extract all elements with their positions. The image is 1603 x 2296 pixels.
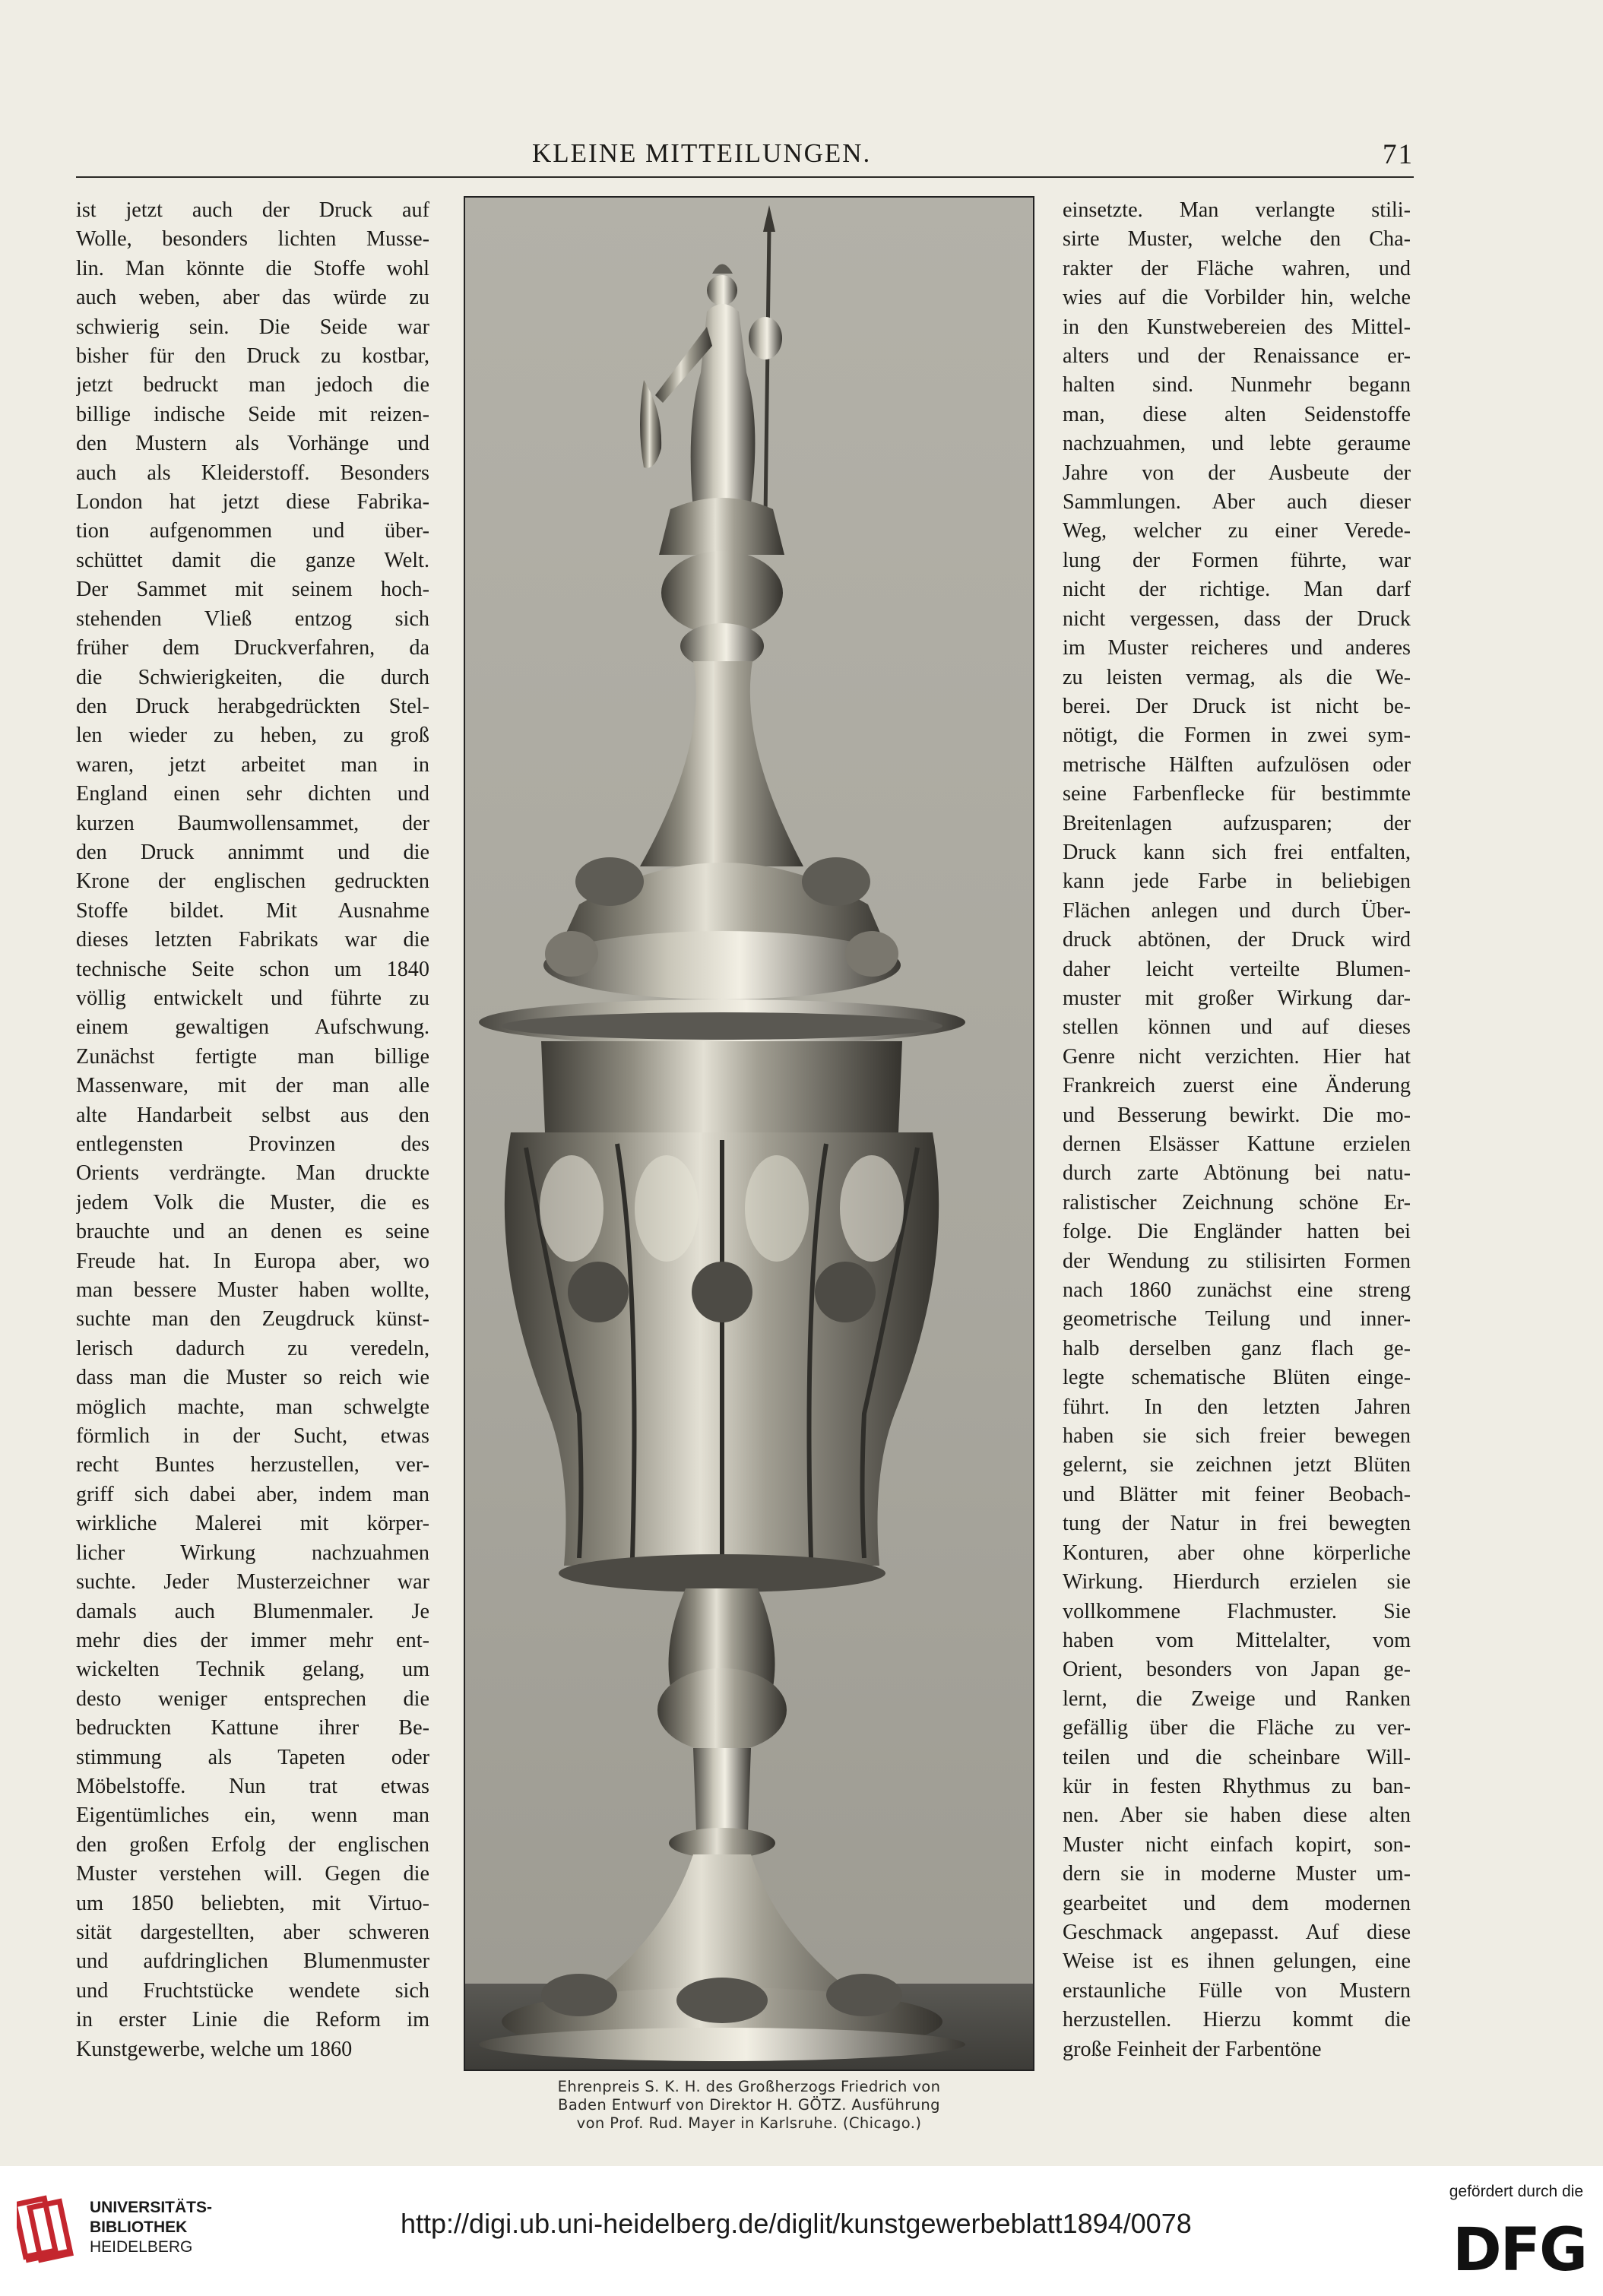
text-line: recht Buntes herzustellen, ver-: [76, 1453, 429, 1477]
text-line: auch als Kleiderstoff. Besonders: [76, 461, 429, 485]
text-line: daher leicht verteilte Blumen-: [1063, 957, 1411, 981]
text-line: wickelten Technik gelang, um: [76, 1658, 429, 1682]
right-text-column: [1063, 196, 1411, 2064]
text-line: Krone der englischen gedruckten: [76, 869, 429, 894]
text-line: früher dem Druckverfahren, da: [76, 636, 429, 660]
text-line: Zunächst fertigte man billige: [76, 1044, 429, 1069]
text-line: Geschmack angepasst. Auf diese: [1063, 1920, 1411, 1944]
text-line: den Mustern als Vorhänge und: [76, 432, 429, 456]
text-line: len wieder zu heben, zu groß: [76, 724, 429, 748]
text-line: Orients verdrängte. Man druckte: [76, 1161, 429, 1186]
text-line: völlig entwickelt und führte zu: [76, 986, 429, 1010]
text-line: die Schwierigkeiten, die durch: [76, 665, 429, 689]
text-line: Flächen anlegen und durch Über-: [1063, 898, 1411, 923]
text-line: auch weben, aber das würde zu: [76, 286, 429, 310]
text-line: jetzt bedruckt man jedoch die: [76, 373, 429, 397]
text-line: bedruckten Kattune ihrer Be-: [76, 1716, 429, 1740]
text-line: nicht vergessen, dass der Druck: [1063, 606, 1411, 631]
dfg-logo: DFG: [1452, 2216, 1586, 2285]
text-line: den Druck herabgedrückten Stel-: [76, 694, 429, 718]
text-line: jedem Volk die Muster, die es: [76, 1190, 429, 1215]
caption-line: Baden Entwurf von Direktor H. GÖTZ. Ausführung: [558, 2096, 940, 2114]
caption-line: Ehrenpreis S. K. H. des Großherzogs Friedrich von: [557, 2078, 941, 2095]
text-line: ralistischer Zeichnung schöne Er-: [1063, 1190, 1411, 1215]
text-line: druck abtönen, der Druck wird: [1063, 928, 1411, 952]
text-line: waren, jetzt arbeitet man in: [76, 752, 429, 777]
text-line: um 1850 beliebten, mit Virtuo-: [76, 1891, 429, 1915]
text-line: einem gewaltigen Aufschwung.: [76, 1015, 429, 1040]
text-line: ist jetzt auch der Druck auf: [76, 198, 429, 222]
text-line: kurzen Baumwollensammet, der: [76, 811, 429, 835]
text-line: seine Farbenflecke für bestimmte: [1063, 782, 1411, 806]
text-line: den Druck annimmt und die: [76, 840, 429, 864]
text-line: lerisch dadurch zu veredeln,: [76, 1336, 429, 1360]
text-line: führt. In den letzten Jahren: [1063, 1395, 1411, 1419]
digitization-footer: [0, 2166, 1603, 2296]
text-line: muster mit großer Wirkung dar-: [1063, 986, 1411, 1010]
covered-goblet-illustration: [465, 198, 1034, 2071]
text-line: billige indische Seide mit reizen-: [76, 402, 429, 426]
text-line: lin. Man könnte die Stoffe wohl: [76, 256, 429, 280]
text-line: gearbeitet und dem modernen: [1063, 1891, 1411, 1915]
text-line: und aufdringlichen Blumenmuster: [76, 1949, 429, 1974]
figure-caption: [464, 2078, 1034, 2133]
text-line: erstaunliche Fülle von Mustern: [1063, 1978, 1411, 2003]
text-line: der Wendung zu stilisirten Formen: [1063, 1249, 1411, 1273]
text-line: schwierig sein. Die Seide war: [76, 315, 429, 339]
text-line: Weg, welcher zu einer Verede-: [1063, 519, 1411, 543]
permalink-url[interactable]: http://digi.ub.uni-heidelberg.de/diglit/kunstgewerbeblatt1894/0078: [401, 2208, 1192, 2239]
text-line: den großen Erfolg der englischen: [76, 1832, 429, 1857]
text-line: und Blätter mit feiner Beobach-: [1063, 1482, 1411, 1506]
text-line: Wolle, besonders lichten Musse-: [76, 227, 429, 252]
text-line: wirkliche Malerei mit körper-: [76, 1512, 429, 1536]
library-name: [90, 2198, 212, 2257]
text-line: entlegensten Provinzen des: [76, 1132, 429, 1156]
text-line: wies auf die Vorbilder hin, welche: [1063, 286, 1411, 310]
text-line: gefällig über die Fläche zu ver-: [1063, 1716, 1411, 1740]
text-line: sität dargestellten, aber schweren: [76, 1920, 429, 1944]
text-line: möglich machte, man schwelgte: [76, 1395, 429, 1419]
text-line: tion aufgenommen und über-: [76, 519, 429, 543]
text-line: legte schematische Blüten einge-: [1063, 1366, 1411, 1390]
text-line: nen. Aber sie haben diese alten: [1063, 1804, 1411, 1828]
text-line: Muster nicht einfach kopirt, son-: [1063, 1832, 1411, 1857]
text-line: einsetzte. Man verlangte stili-: [1063, 198, 1411, 222]
text-line: nötigt, die Formen in zwei sym-: [1063, 724, 1411, 748]
text-line: teilen und die scheinbare Will-: [1063, 1745, 1411, 1769]
text-line: Weise ist es ihnen gelungen, eine: [1063, 1949, 1411, 1974]
text-line: Wirkung. Hierdurch erzielen sie: [1063, 1570, 1411, 1595]
text-line: technische Seite schon um 1840: [76, 957, 429, 981]
page-number: 71: [1383, 139, 1414, 170]
text-line: England einen sehr dichten und: [76, 782, 429, 806]
text-line: berei. Der Druck ist nicht be-: [1063, 694, 1411, 718]
text-line: im Muster reicheres und anderes: [1063, 636, 1411, 660]
text-line: tung der Natur in frei bewegten: [1063, 1512, 1411, 1536]
text-line: stimmung als Tapeten oder: [76, 1745, 429, 1769]
text-line: große Feinheit der Farbentöne: [1063, 2037, 1322, 2061]
text-line: in den Kunstwebereien des Mittel-: [1063, 315, 1411, 339]
text-line: Breitenlagen aufzusparen; der: [1063, 811, 1411, 835]
text-line: stehenden Vließ entzog sich: [76, 606, 429, 631]
text-line: man bessere Muster haben wollte,: [76, 1278, 429, 1303]
running-title: KLEINE MITTEILUNGEN.: [532, 138, 872, 168]
text-line: Frankreich zuerst eine Änderung: [1063, 1074, 1411, 1098]
text-line: Druck kann sich frei entfalten,: [1063, 840, 1411, 864]
text-line: Freude hat. In Europa aber, wo: [76, 1249, 429, 1273]
text-line: man, diese alten Seidenstoffe: [1063, 402, 1411, 426]
text-line: herzustellen. Hierzu kommt die: [1063, 2008, 1411, 2032]
text-line: lung der Formen führte, war: [1063, 548, 1411, 572]
text-line: alters und der Renaissance er-: [1063, 344, 1411, 369]
text-line: gelernt, sie zeichnen jetzt Blüten: [1063, 1453, 1411, 1477]
text-line: Muster verstehen will. Gegen die: [76, 1862, 429, 1886]
university-library-logo-icon: [17, 2193, 81, 2266]
text-line: suchte man den Zeugdruck künst-: [76, 1307, 429, 1332]
text-line: förmlich in der Sucht, etwas: [76, 1424, 429, 1449]
caption-line: von Prof. Rud. Mayer in Karlsruhe. (Chicago.): [576, 2114, 922, 2132]
text-line: nach 1860 zunächst eine streng: [1063, 1278, 1411, 1303]
text-line: Kunstgewerbe, welche um 1860: [76, 2037, 353, 2061]
text-line: Konturen, aber ohne körperliche: [1063, 1541, 1411, 1565]
text-line: rakter der Fläche wahren, und: [1063, 256, 1411, 280]
text-line: bisher für den Druck zu kostbar,: [76, 344, 429, 369]
text-line: dieses letzten Fabrikats war die: [76, 928, 429, 952]
text-line: durch zarte Abtönung bei natu-: [1063, 1161, 1411, 1186]
text-line: Massenware, mit der man alle: [76, 1074, 429, 1098]
text-line: kann jede Farbe in beliebigen: [1063, 869, 1411, 894]
text-line: dass man die Muster so reich wie: [76, 1366, 429, 1390]
text-line: Orient, besonders von Japan ge-: [1063, 1658, 1411, 1682]
text-line: vollkommene Flachmuster. Sie: [1063, 1599, 1411, 1623]
text-line: haben sie sich freier bewegen: [1063, 1424, 1411, 1449]
text-line: dern sie in moderne Muster um-: [1063, 1862, 1411, 1886]
goblet-photograph: [464, 196, 1034, 2071]
text-line: damals auch Blumenmaler. Je: [76, 1599, 429, 1623]
text-line: licher Wirkung nachzuahmen: [76, 1541, 429, 1565]
text-line: metrische Hälften aufzulösen oder: [1063, 752, 1411, 777]
header-rule: [76, 176, 1414, 178]
text-line: sirte Muster, welche den Cha-: [1063, 227, 1411, 252]
text-line: nicht der richtige. Man darf: [1063, 578, 1411, 602]
text-line: Sammlungen. Aber auch dieser: [1063, 490, 1411, 515]
text-line: haben vom Mittelalter, vom: [1063, 1628, 1411, 1652]
text-line: dernen Elsässer Kattune erzielen: [1063, 1132, 1411, 1156]
text-line: Genre nicht verzichten. Hier hat: [1063, 1044, 1411, 1069]
text-line: suchte. Jeder Musterzeichner war: [76, 1570, 429, 1595]
text-line: und Fruchtstücke wendete sich: [76, 1978, 429, 2003]
text-line: halb derselben ganz flach ge-: [1063, 1336, 1411, 1360]
text-line: Stoffe bildet. Mit Ausnahme: [76, 898, 429, 923]
text-line: nachzuahmen, und lebte geraume: [1063, 432, 1411, 456]
text-line: Der Sammet mit seinem hoch-: [76, 578, 429, 602]
text-line: Eigentümliches ein, wenn man: [76, 1804, 429, 1828]
library-name-line: UNIVERSITÄTS-: [90, 2199, 213, 2216]
text-line: folge. Die Engländer hatten bei: [1063, 1220, 1411, 1244]
text-line: London hat jetzt diese Fabrika-: [76, 490, 429, 515]
text-line: und Besserung bewirkt. Die mo-: [1063, 1103, 1411, 1127]
text-line: zu leisten vermag, als die We-: [1063, 665, 1411, 689]
text-line: lernt, die Zweige und Ranken: [1063, 1686, 1411, 1711]
library-name-line: HEIDELBERG: [90, 2238, 193, 2256]
text-line: alte Handarbeit selbst aus den: [76, 1103, 429, 1127]
text-line: brauchte und an denen es seine: [76, 1220, 429, 1244]
text-line: mehr dies der immer mehr ent-: [76, 1628, 429, 1652]
text-line: geometrische Teilung und inner-: [1063, 1307, 1411, 1332]
funded-by-label: gefördert durch die: [1449, 2183, 1583, 2200]
text-line: in erster Linie die Reform im: [76, 2008, 429, 2032]
text-line: stellen können und auf dieses: [1063, 1015, 1411, 1040]
text-line: desto weniger entsprechen die: [76, 1686, 429, 1711]
left-text-column: [76, 196, 429, 2064]
text-line: schüttet damit die ganze Welt.: [76, 548, 429, 572]
library-name-line: BIBLIOTHEK: [90, 2218, 188, 2236]
text-line: griff sich dabei aber, indem man: [76, 1482, 429, 1506]
text-line: Jahre von der Ausbeute der: [1063, 461, 1411, 485]
text-line: halten sind. Nunmehr begann: [1063, 373, 1411, 397]
text-line: kür in festen Rhythmus zu ban-: [1063, 1774, 1411, 1798]
text-line: Möbelstoffe. Nun trat etwas: [76, 1774, 429, 1798]
